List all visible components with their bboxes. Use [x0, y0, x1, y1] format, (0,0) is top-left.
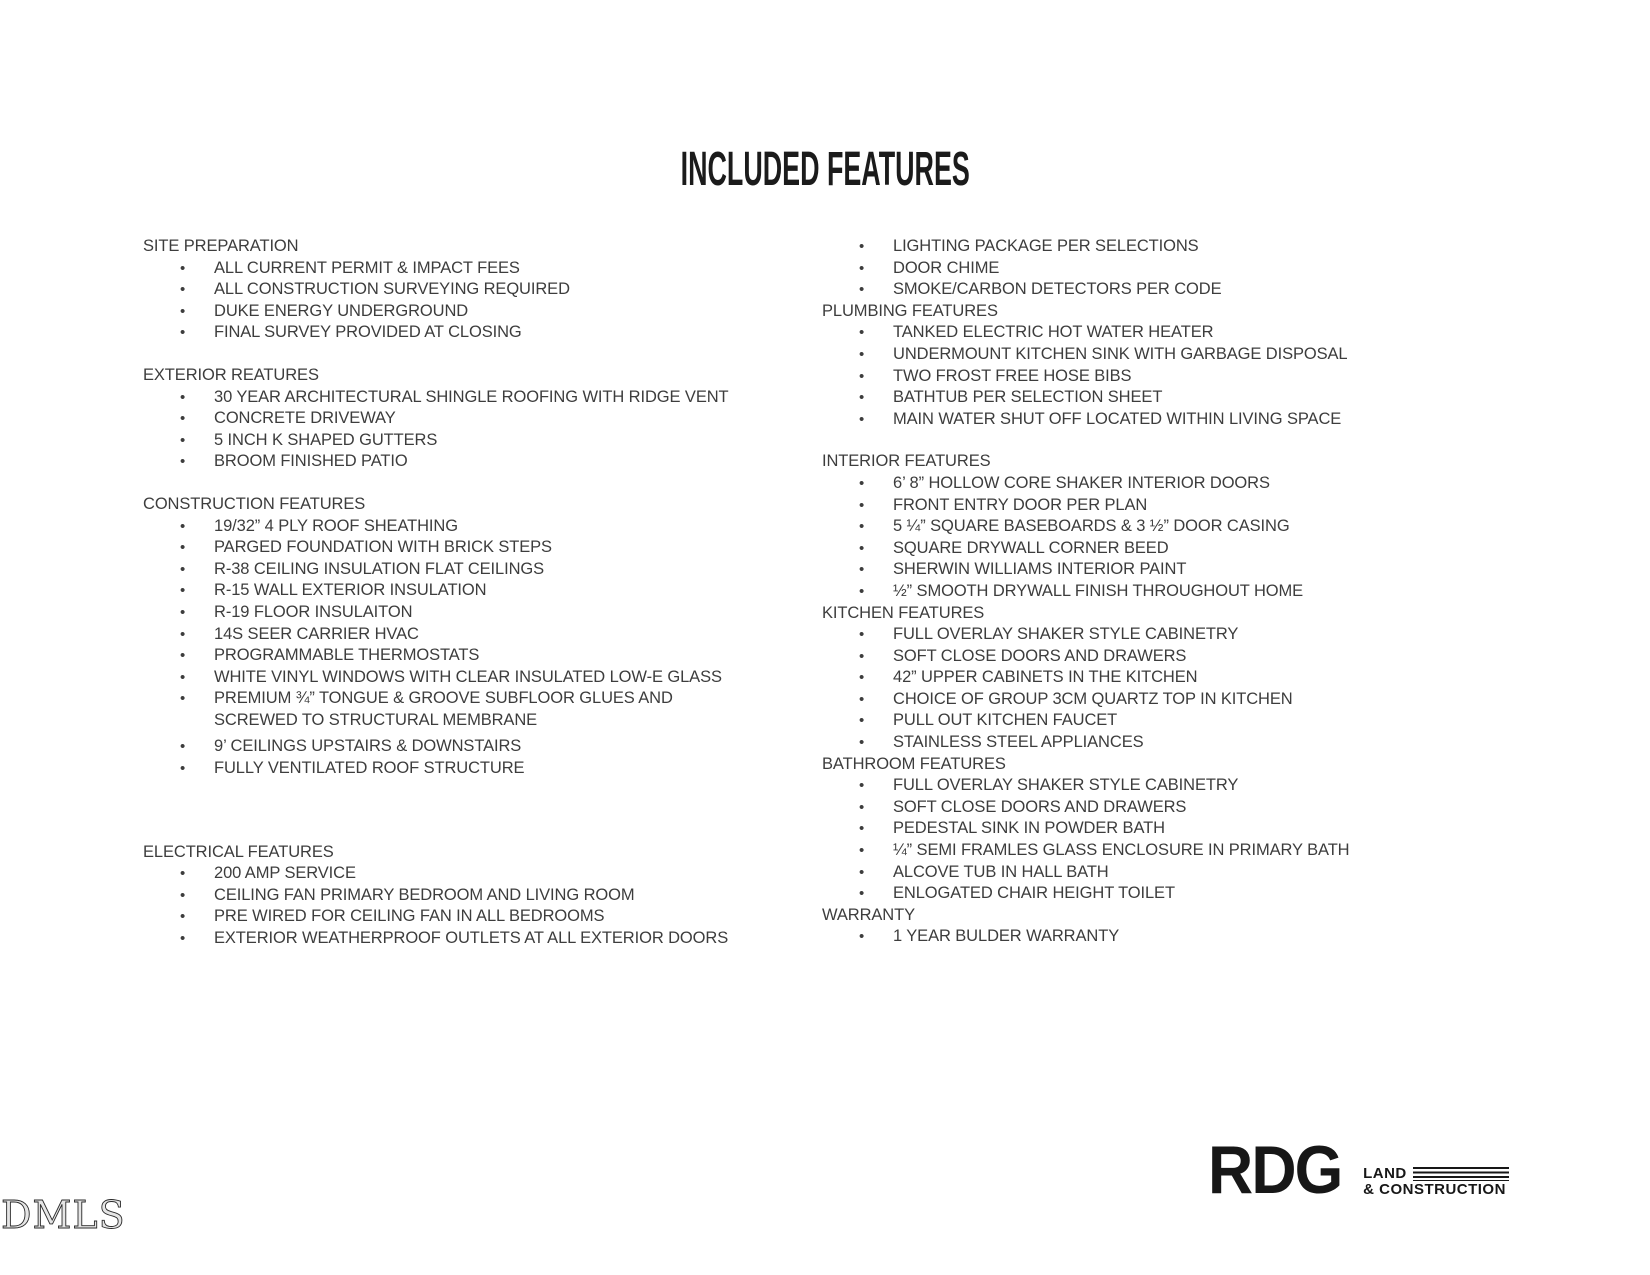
bullet-icon: •	[180, 647, 186, 665]
feature-item-text: SQUARE DRYWALL CORNER BEED	[893, 538, 1169, 557]
feature-item-text: FULL OVERLAY SHAKER STYLE CABINETRY	[893, 625, 1239, 644]
feature-item-text: BROOM FINISHED PATIO	[214, 452, 408, 471]
feature-item	[822, 862, 1437, 884]
bullet-icon: •	[180, 582, 186, 600]
feature-item	[822, 667, 1437, 689]
bullet-icon: •	[180, 259, 186, 277]
feature-item	[143, 736, 758, 758]
feature-item	[822, 710, 1437, 732]
section-site-preparation	[143, 236, 758, 344]
feature-item-text: SOFT CLOSE DOORS AND DRAWERS	[893, 797, 1187, 816]
rdg-logo-brand: RDG	[1208, 1132, 1342, 1208]
bullet-icon: •	[180, 865, 186, 883]
feature-item-text: 200 AMP SERVICE	[214, 864, 356, 883]
feature-item-text: TWO FROST FREE HOSE BIBS	[893, 366, 1132, 385]
section-exterior	[143, 365, 758, 473]
feature-item-text: PARGED FOUNDATION WITH BRICK STEPS	[214, 538, 552, 557]
feature-item	[822, 495, 1437, 517]
bullet-icon: •	[859, 345, 865, 363]
bullet-icon: •	[859, 928, 865, 946]
feature-item-text: 5 ¼” SQUARE BASEBOARDS & 3 ½” DOOR CASING	[893, 517, 1290, 536]
feature-item	[143, 645, 758, 667]
feature-item	[143, 906, 758, 928]
bullet-icon: •	[180, 603, 186, 621]
bullet-icon: •	[180, 539, 186, 557]
feature-item-text: PREMIUM ¾” TONGUE & GROOVE SUBFLOOR GLUES AND SCREWED TO STRUCTURAL MEMBRANE	[214, 689, 673, 729]
feature-item	[822, 689, 1437, 711]
feature-item-text: ½” SMOOTH DRYWALL FINISH THROUGHOUT HOME	[893, 581, 1304, 600]
bullet-icon: •	[859, 281, 865, 299]
feature-item	[143, 580, 758, 602]
feature-item-text: LIGHTING PACKAGE PER SELECTIONS	[893, 237, 1199, 255]
bullet-icon: •	[180, 690, 186, 708]
bullet-icon: •	[859, 885, 865, 903]
feature-item	[822, 473, 1437, 495]
section-header: EXTERIOR REATURES	[143, 365, 319, 384]
bullet-icon: •	[859, 259, 865, 277]
feature-item	[143, 885, 758, 907]
feature-item	[143, 408, 758, 430]
feature-item	[822, 279, 1437, 301]
feature-item-text: 19/32” 4 PLY ROOF SHEATHING	[214, 516, 458, 535]
section-header: KITCHEN FEATURES	[822, 603, 985, 622]
section-electrical	[143, 842, 758, 950]
feature-item	[143, 667, 758, 689]
bullet-icon: •	[180, 517, 186, 535]
feature-item	[822, 538, 1437, 560]
feature-item	[822, 516, 1437, 538]
rdg-logo	[1208, 1132, 1509, 1208]
feature-item	[822, 559, 1437, 581]
bullet-icon: •	[180, 388, 186, 406]
bullet-icon: •	[859, 798, 865, 816]
rdg-logo-text-block	[1363, 1166, 1509, 1199]
feature-item-text: CEILING FAN PRIMARY BEDROOM AND LIVING ROOM	[214, 885, 635, 904]
feature-item-text: BATHTUB PER SELECTION SHEET	[893, 388, 1163, 407]
feature-item-text: EXTERIOR WEATHERPROOF OUTLETS AT ALL EXTERIOR DOORS	[214, 929, 729, 948]
feature-item-text: 42” UPPER CABINETS IN THE KITCHEN	[893, 668, 1198, 687]
bullet-icon: •	[180, 908, 186, 926]
section-header: CONSTRUCTION FEATURES	[143, 494, 366, 513]
feature-item-text: SOFT CLOSE DOORS AND DRAWERS	[893, 646, 1187, 665]
bullet-icon: •	[859, 777, 865, 795]
feature-item-text: 9’ CEILINGS UPSTAIRS & DOWNSTAIRS	[214, 737, 522, 756]
feature-item	[143, 863, 758, 885]
feature-item	[143, 758, 758, 780]
page-title	[0, 143, 1650, 196]
feature-item-text: UNDERMOUNT KITCHEN SINK WITH GARBAGE DISPOSAL	[893, 344, 1348, 363]
feature-item	[143, 602, 758, 624]
feature-item	[143, 322, 758, 344]
feature-item-text: 6’ 8” HOLLOW CORE SHAKER INTERIOR DOORS	[893, 473, 1270, 492]
feature-item-text: R-15 WALL EXTERIOR INSULATION	[214, 581, 487, 600]
bullet-icon: •	[859, 734, 865, 752]
section-header: BATHROOM FEATURES	[822, 754, 1006, 773]
feature-item	[822, 797, 1437, 819]
feature-item-text: R-19 FLOOR INSULAITON	[214, 602, 413, 621]
feature-item	[143, 387, 758, 409]
feature-item	[822, 926, 1437, 948]
section-warranty	[822, 905, 1437, 948]
feature-item-text: TANKED ELECTRIC HOT WATER HEATER	[893, 323, 1214, 342]
bullet-icon: •	[859, 539, 865, 557]
feature-item-text: SHERWIN WILLIAMS INTERIOR PAINT	[893, 560, 1187, 579]
section-construction	[143, 494, 758, 780]
section-header: INTERIOR FEATURES	[822, 452, 991, 471]
bullet-icon: •	[180, 930, 186, 948]
bullet-icon: •	[180, 410, 186, 428]
section-interior	[822, 451, 1437, 602]
feature-item	[822, 883, 1437, 905]
feature-item-text: PROGRAMMABLE THERMOSTATS	[214, 646, 480, 665]
section-header: PLUMBING FEATURES	[822, 301, 998, 320]
bullet-icon: •	[859, 669, 865, 687]
feature-item-text: FINAL SURVEY PROVIDED AT CLOSING	[214, 323, 522, 342]
feature-item	[822, 322, 1437, 344]
bullet-icon: •	[859, 863, 865, 881]
feature-item	[143, 301, 758, 323]
feature-item	[822, 775, 1437, 797]
bullet-icon: •	[859, 582, 865, 600]
feature-item-text: SMOKE/CARBON DETECTORS PER CODE	[893, 280, 1222, 299]
bullet-icon: •	[180, 453, 186, 471]
feature-item-text: FULL OVERLAY SHAKER STYLE CABINETRY	[893, 776, 1239, 795]
bullet-icon: •	[180, 668, 186, 686]
feature-item	[143, 928, 758, 950]
section-bathroom	[822, 754, 1437, 905]
bullet-icon: •	[859, 820, 865, 838]
feature-item	[143, 688, 758, 731]
feature-item-text: 5 INCH K SHAPED GUTTERS	[214, 430, 438, 449]
bullet-icon: •	[859, 324, 865, 342]
feature-item-text: 30 YEAR ARCHITECTURAL SHINGLE ROOFING WITH RIDGE VENT	[214, 387, 729, 406]
feature-item-text: R-38 CEILING INSULATION FLAT CEILINGS	[214, 559, 545, 578]
feature-item-text: ALCOVE TUB IN HALL BATH	[893, 862, 1109, 881]
feature-item	[822, 840, 1437, 862]
feature-item	[143, 559, 758, 581]
feature-item-text: FULLY VENTILATED ROOF STRUCTURE	[214, 759, 525, 778]
section-plumbing	[822, 301, 1437, 431]
feature-item-text: 14S SEER CARRIER HVAC	[214, 624, 419, 643]
feature-item-text: PRE WIRED FOR CEILING FAN IN ALL BEDROOMS	[214, 907, 605, 926]
feature-item-text: PULL OUT KITCHEN FAUCET	[893, 711, 1118, 730]
bullet-icon: •	[859, 690, 865, 708]
section-electrical-continued	[822, 236, 1437, 301]
dmls-watermark: DMLS	[1, 1193, 126, 1237]
bullet-icon: •	[180, 560, 186, 578]
feature-item-text: ALL CURRENT PERMIT & IMPACT FEES	[214, 258, 520, 277]
bullet-icon: •	[859, 410, 865, 428]
feature-item-text: STAINLESS STEEL APPLIANCES	[893, 733, 1144, 752]
feature-item-text: CONCRETE DRIVEWAY	[214, 409, 396, 428]
feature-item	[822, 818, 1437, 840]
bullet-icon: •	[859, 712, 865, 730]
feature-item-text: DOOR CHIME	[893, 258, 1000, 277]
feature-item-text: ALL CONSTRUCTION SURVEYING REQUIRED	[214, 280, 570, 299]
features-column-left	[143, 236, 758, 950]
feature-item-text: ENLOGATED CHAIR HEIGHT TOILET	[893, 884, 1175, 903]
bullet-icon: •	[859, 367, 865, 385]
feature-item	[143, 537, 758, 559]
section-header: ELECTRICAL FEATURES	[143, 842, 334, 861]
bullet-icon: •	[180, 431, 186, 449]
bullet-icon: •	[180, 324, 186, 342]
feature-item-text: DUKE ENERGY UNDERGROUND	[214, 301, 469, 320]
feature-item	[822, 366, 1437, 388]
feature-item	[822, 258, 1437, 280]
feature-item	[822, 624, 1437, 646]
logo-stripes-icon	[1413, 1167, 1509, 1181]
bullet-icon: •	[180, 625, 186, 643]
bullet-icon: •	[859, 518, 865, 536]
feature-item	[143, 451, 758, 473]
bullet-icon: •	[859, 561, 865, 579]
feature-item-text: MAIN WATER SHUT OFF LOCATED WITHIN LIVING SPACE	[893, 409, 1342, 428]
feature-item	[822, 581, 1437, 603]
section-header: WARRANTY	[822, 905, 916, 924]
feature-item	[822, 732, 1437, 754]
page-title-text: INCLUDED FEATURES	[680, 143, 970, 196]
bullet-icon: •	[859, 474, 865, 492]
features-column-right	[822, 236, 1437, 948]
feature-item-text: FRONT ENTRY DOOR PER PLAN	[893, 495, 1148, 514]
bullet-icon: •	[180, 886, 186, 904]
bullet-icon: •	[180, 281, 186, 299]
bullet-icon: •	[859, 647, 865, 665]
feature-item-text: CHOICE OF GROUP 3CM QUARTZ TOP IN KITCHEN	[893, 689, 1293, 708]
feature-item-text: ¼” SEMI FRAMLES GLASS ENCLOSURE IN PRIMARY BATH	[893, 841, 1350, 860]
bullet-icon: •	[859, 496, 865, 514]
feature-item	[143, 624, 758, 646]
feature-item	[143, 279, 758, 301]
feature-item	[822, 387, 1437, 409]
feature-item	[143, 516, 758, 538]
rdg-logo-land-label: LAND	[1363, 1164, 1407, 1182]
rdg-logo-construction-label: & CONSTRUCTION	[1363, 1180, 1506, 1198]
bullet-icon: •	[859, 842, 865, 860]
bullet-icon: •	[859, 238, 865, 255]
feature-item	[822, 409, 1437, 431]
feature-item	[822, 646, 1437, 668]
section-kitchen	[822, 603, 1437, 754]
feature-item	[143, 258, 758, 280]
feature-item	[143, 430, 758, 452]
feature-item-text: 1 YEAR BULDER WARRANTY	[893, 927, 1120, 946]
bullet-icon: •	[180, 302, 186, 320]
feature-item-text: PEDESTAL SINK IN POWDER BATH	[893, 819, 1165, 838]
bullet-icon: •	[859, 389, 865, 407]
bullet-icon: •	[180, 738, 186, 756]
bullet-icon: •	[180, 760, 186, 778]
bullet-icon: •	[859, 626, 865, 644]
feature-item	[822, 236, 1437, 258]
section-header: SITE PREPARATION	[143, 237, 299, 255]
feature-item	[822, 344, 1437, 366]
feature-item-text: WHITE VINYL WINDOWS WITH CLEAR INSULATED LOW-E GLASS	[214, 667, 722, 686]
